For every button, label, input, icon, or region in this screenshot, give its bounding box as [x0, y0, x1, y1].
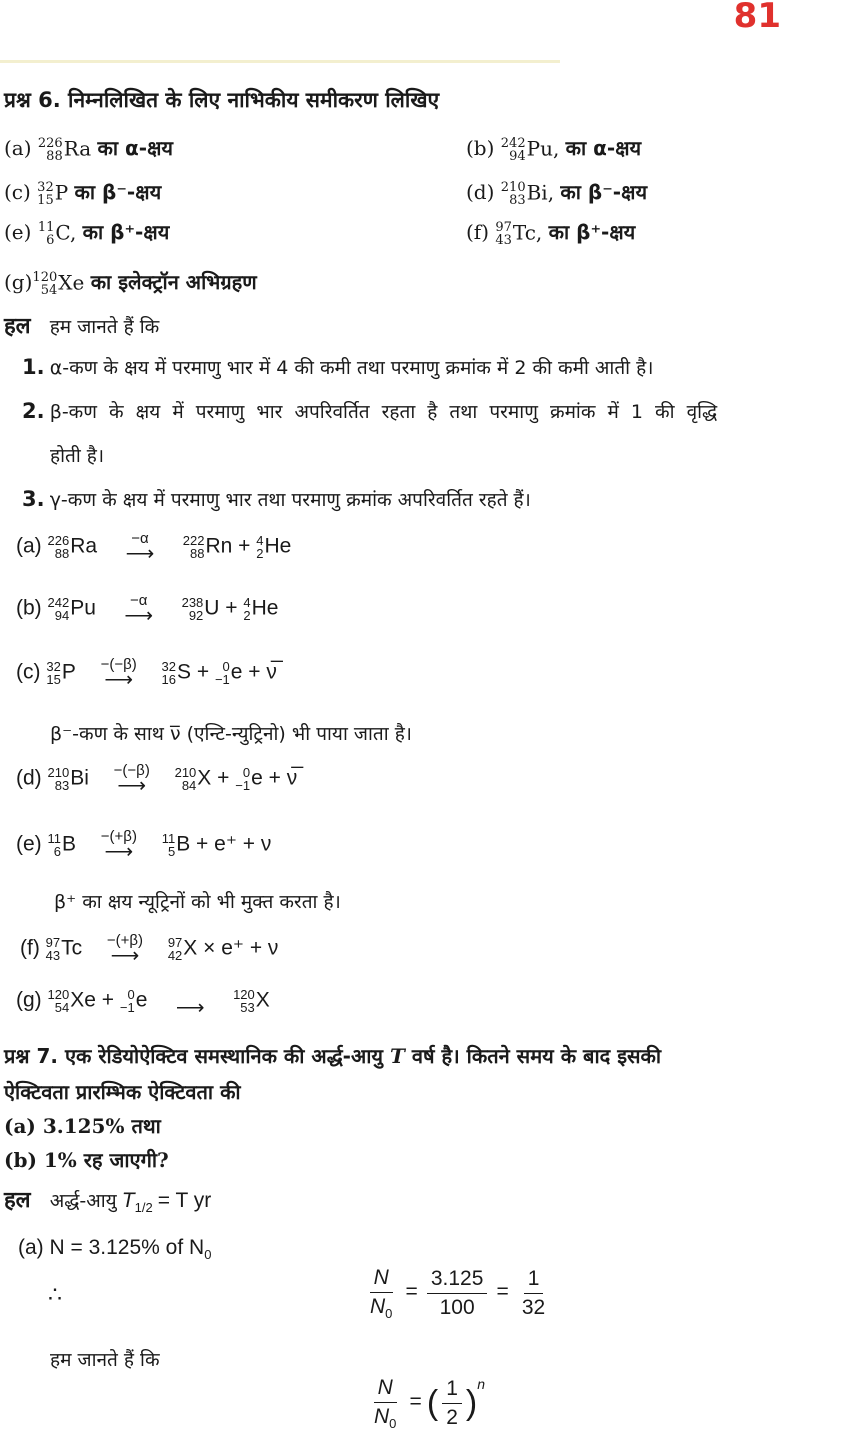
- sol7-half-life: हल अर्द्ध-आयु $T_{1/2} = T$ yr: [4, 1188, 212, 1216]
- fraction-equation-2: $\frac{N}{N_0}$ = ( $\frac{1}{2}$ )$^n$: [374, 1376, 485, 1432]
- page-number: 81: [733, 0, 781, 36]
- q6-heading: [4, 86, 439, 114]
- reaction-arrow: −(−β) ⟶: [100, 656, 137, 691]
- sol6-point-3: 3. γ-कण के क्षय में परमाणु भार तथा परमाणु क्रमांक अपरिवर्तित रहते हैं।: [22, 487, 531, 511]
- q7-line2: ऐक्टिवता प्रारम्भिक ऐक्टिवता की: [4, 1080, 241, 1104]
- reaction-arrow: −(−β) ⟶: [113, 762, 150, 797]
- therefore-symbol: ∴: [48, 1282, 62, 1307]
- sol7-eq1: (a) N = 3.125% of $N_0$: [18, 1236, 212, 1263]
- hal-label: हल: [4, 314, 31, 339]
- fraction-equation-1: $\frac{N}{N_0}$ = $\frac{3.125}{100}$ = $\frac{1}{32}$: [370, 1266, 546, 1322]
- q6-part-g: (g) 120 54 Xe का इलेक्ट्रॉन अभिग्रहण: [4, 269, 257, 298]
- equation-d: (d) 210 83 Bi −(−β) ⟶ 210 84 X + 0 −1 e + ν̅: [16, 762, 298, 797]
- header-rule: [0, 60, 560, 63]
- note-e: β⁺ का क्षय न्यूट्रिनों को भी मुक्त करता है।: [54, 891, 341, 913]
- reaction-arrow: ⟶: [175, 997, 205, 1019]
- q7-option-b: (b) 1% रह जाएगी?: [4, 1148, 169, 1172]
- reaction-arrow: −α ⟶: [124, 592, 154, 627]
- sol6-intro: हल हम जानते हैं कि: [4, 314, 160, 339]
- note-c: β⁻-कण के साथ ν̅ (एन्टि-न्युट्रिनो) भी पाया जाता है।: [50, 723, 412, 745]
- sol7-know: हम जानते हैं कि: [50, 1349, 160, 1371]
- q6-part-b: (b) 242 94 Pu, का α-क्षय: [466, 135, 642, 164]
- q6-title: निम्नलिखित के लिए नाभिकीय समीकरण लिखिए: [68, 88, 440, 112]
- q6-part-a: (a) 226 88 Ra का α-क्षय: [4, 135, 174, 164]
- equation-a: (a) 226 88 Ra −α ⟶ 222 88 Rn + 4 2 He: [16, 530, 292, 565]
- q6-part-c: (c) 32 15 P का β⁻-क्षय: [4, 179, 162, 208]
- reaction-arrow: −(+β) ⟶: [106, 932, 144, 967]
- equation-e: (e) 11 6 B −(+β) ⟶ 11 5 B + e⁺ + ν: [16, 828, 272, 863]
- q6-part-e: (e) 11 6 C, का β⁺-क्षय: [4, 219, 170, 248]
- q6-label: प्रश्न 6.: [4, 88, 61, 112]
- sol6-point-1: 1. α-कण के क्षय में परमाणु भार में 4 की कमी तथा परमाणु क्रमांक में 2 की कमी आती है।: [22, 355, 654, 379]
- q7-line1: प्रश्न 7. एक रेडियोऐक्टिव समस्थानिक की अर्द्ध-आयु T वर्ष है। कितने समय के बाद इसकी: [4, 1044, 662, 1068]
- q7-option-a: (a) 3.125% तथा: [4, 1114, 161, 1138]
- sol6-point-2: 2. β-कण के क्षय में परमाणु भार अपरिवर्तित रहता है तथा परमाणु क्रमांक में 1 की वृद्धि: [22, 399, 718, 423]
- sol6-point-2-cont: होती है।: [50, 445, 105, 467]
- equation-b: (b) 242 94 Pu −α ⟶ 238 92 U + 4 2 He: [16, 592, 279, 627]
- equation-c: (c) 32 15 P −(−β) ⟶ 32 16 S + 0 −1 e + ν̅: [16, 656, 277, 691]
- equation-g: (g) 120 54 Xe + 0 −1 e ⟶ 120 53 X: [16, 987, 270, 1019]
- equation-f: (f) 97 43 Tc −(+β) ⟶ 97 42 X × e⁺ + ν: [20, 932, 279, 967]
- q6-part-f: (f) 97 43 Tc, का β⁺-क्षय: [466, 219, 636, 248]
- q6-part-d: (d) 210 83 Bi, का β⁻-क्षय: [466, 179, 648, 208]
- reaction-arrow: −α ⟶: [125, 530, 155, 565]
- reaction-arrow: −(+β) ⟶: [100, 828, 137, 863]
- q7-label: प्रश्न 7.: [4, 1044, 58, 1068]
